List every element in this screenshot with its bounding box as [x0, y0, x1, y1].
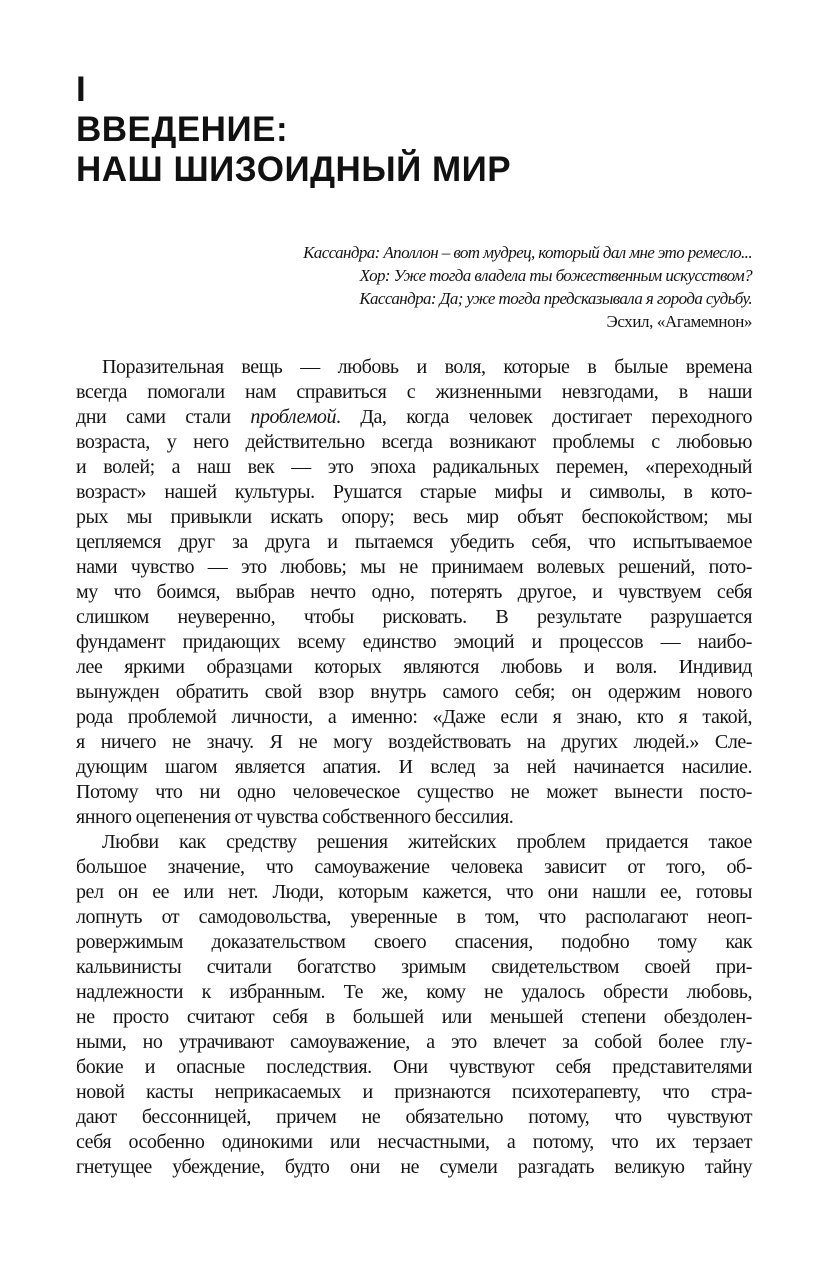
text-line: рых мы привыкли искать опору; весь мир объят беспокойством; мы	[76, 506, 752, 528]
text-line: возраста, у него действительно всегда возникают проблемы с любовью	[76, 431, 752, 453]
text-line: возраст» нашей культуры. Рушатся старые мифы и символы, в кото-	[76, 481, 752, 503]
text-line: и волей; а наш век — это эпоха радикальных перемен, «переходный	[76, 456, 752, 478]
emphasis-problem: проблемой	[250, 406, 336, 428]
epigraph-line: Кассандра: Аполлон – вот мудрец, который дал мне это ремесло...	[303, 243, 752, 262]
text-line: му что боимся, выбрав нечто одно, потерять другое, и чувствуем себя	[76, 581, 752, 603]
text-line: нами чувство — это любовь; мы не принимаем волевых решений, пото-	[76, 556, 752, 578]
text-line: всегда помогали нам справиться с жизненными невзгодами, в наши	[76, 381, 752, 403]
text-line: слишком неуверенно, чтобы рисковать. В результате разрушается	[76, 606, 752, 628]
paragraph-2	[76, 830, 752, 1180]
text-line: лее яркими образцами которых являются любовь и воля. Индивид	[76, 656, 752, 678]
text-line: бокие и опасные последствия. Они чувствуют себя представителями	[76, 1056, 752, 1078]
text-line: большое значение, что самоуважение человека зависит от того, об-	[76, 856, 752, 878]
text-line: фундамент придающих всему единство эмоций и процессов — наибо-	[76, 631, 752, 653]
chapter-heading	[76, 70, 752, 190]
text-line: дующим шагом является апатия. И вслед за ней начинается насилие.	[76, 756, 752, 778]
chapter-title-line-2: НАШ ШИЗОИДНЫЙ МИР	[76, 150, 512, 189]
text-line: надлежности к избранным. Те же, кому не удалось обрести любовь,	[76, 981, 752, 1003]
text-line: рел он ее или нет. Люди, которым кажется, что они нашли ее, готовы	[76, 881, 752, 903]
text-line: янного оцепенения от чувства собственного бессилия.	[76, 806, 514, 828]
text-line: ровержимым доказательством своего спасения, подобно тому как	[76, 931, 752, 953]
text-line: цепляемся друг за друга и пытаемся убедить себя, что испытываемое	[76, 531, 752, 553]
text-fragment: . Да, когда человек достигает переходного	[336, 406, 752, 428]
text-line: ными, но утрачивают самоуважение, а это влечет за собой более глу-	[76, 1031, 752, 1053]
text-line: рода проблемой личности, а именно: «Даже если я знаю, кто я такой,	[76, 706, 752, 728]
text-line: кальвинисты считали богатство зримым свидетельством своей при-	[76, 956, 752, 978]
chapter-title-line-1: ВВЕДЕНИЕ:	[76, 110, 289, 149]
paragraph-1	[76, 355, 752, 830]
text-line: лопнуть от самодовольства, уверенные в том, что располагают неоп-	[76, 906, 752, 928]
text-line: вынужден обратить свой взор внутрь самого себя; он одержим нового	[76, 681, 752, 703]
text-line: гнетущее убеждение, будто они не сумели разгадать великую тайну	[76, 1156, 752, 1178]
text-line: не просто считают себя в большей или меньшей степени обездолен-	[76, 1006, 752, 1028]
epigraph-source: Эсхил, «Агамемнон»	[606, 312, 752, 331]
text-fragment: дни сами стали	[76, 406, 251, 428]
chapter-number: I	[76, 70, 87, 109]
epigraph	[76, 241, 752, 333]
text-line: Поразительная вещь — любовь и воля, которые в былые времена	[102, 356, 752, 378]
book-page	[76, 70, 752, 1180]
epigraph-line: Кассандра: Да; уже тогда предсказывала я города судьбу.	[359, 289, 752, 308]
text-line: я ничего не значу. Я не могу воздействовать на других людей.» Сле-	[76, 731, 752, 753]
text-line: новой касты неприкасаемых и признаются психотерапевту, что стра-	[76, 1081, 752, 1103]
text-line: Потому что ни одно человеческое существо не может вынести посто-	[76, 781, 752, 803]
epigraph-line: Хор: Уже тогда владела ты божественным искусством?	[359, 266, 752, 285]
text-line: Любви как средству решения житейских проблем придается такое	[102, 831, 752, 853]
text-line: себя особенно одинокими или несчастными, а потому, что их терзает	[76, 1131, 752, 1153]
text-line: дают бессонницей, причем не обязательно потому, что чувствуют	[76, 1106, 752, 1128]
text-line	[76, 405, 752, 430]
body-text	[76, 355, 752, 1180]
